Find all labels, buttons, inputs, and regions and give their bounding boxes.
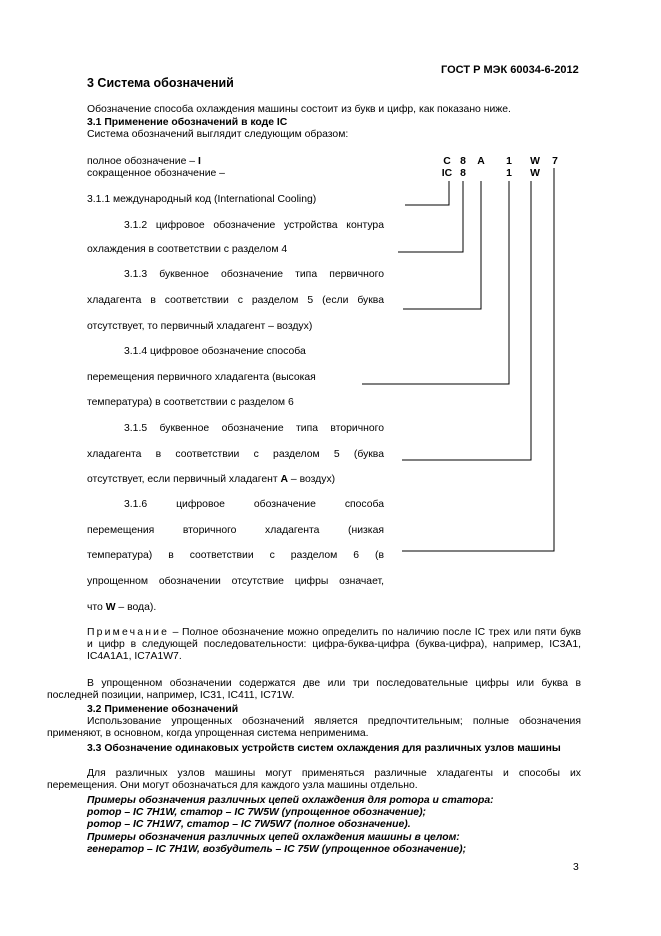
item-3-1-4-line: перемещения первичного хладагента (высокая (87, 372, 316, 383)
note-label: Примечание (87, 627, 170, 638)
subsection-3-1-intro: Система обозначений выглядит следующим образом: (87, 129, 349, 140)
item-3-1-6-line: 3.1.6 цифровое обозначение способа (124, 499, 384, 510)
item-3-1-5-line: отсутствует, если первичный хладагент A – воздух) (87, 474, 336, 485)
full-code-char: W (530, 156, 540, 167)
item-3-1-5-line: хладагента в соответствии с разделом 5 (буква (87, 449, 384, 460)
section-title: 3 Система обозначений (87, 76, 234, 90)
document-id: ГОСТ Р МЭК 60034-6-2012 (441, 64, 579, 76)
full-code-char: A (477, 156, 485, 167)
full-code-char: 1 (506, 156, 512, 167)
short-code-char: 8 (460, 168, 466, 179)
full-designation-label: полное обозначение – I (87, 156, 201, 167)
connector-line-3-1-2 (398, 181, 463, 252)
short-code-char: W (530, 168, 540, 179)
examples-line: Примеры обозначения различных цепей охлаждения для ротора и статора: (87, 795, 494, 806)
short-designation-label: сокращенное обозначение – (87, 168, 225, 179)
item-3-1-3-line: 3.1.3 буквенное обозначение типа первичного (124, 269, 384, 280)
examples-line: Примеры обозначения различных цепей охлаждения машины в целом: (87, 832, 460, 843)
item-3-1-6-line: температура) в соответствии с разделом 6 (в (87, 550, 384, 561)
page-number: 3 (573, 862, 579, 873)
full-code-char: 8 (460, 156, 466, 167)
item-3-1-4-line: температура) в соответствии с разделом 6 (87, 397, 294, 408)
note-paragraph: Примечание – Полное обозначение можно определить по наличию после IC трех или пяти букв и цифр в следующей последовательности: цифра-буква-цифра (буква-цифра), например, IC3A1, IC4A1A1, IC7A1W7. (87, 627, 581, 662)
examples-line: генератор – IC 7H1W, возбудитель – IC 75W (упрощенное обозначение); (87, 844, 467, 855)
short-code-char: IC (441, 168, 453, 179)
item-3-1-3-line: отсутствует, то первичный хладагент – воздух) (87, 321, 313, 332)
connector-line-3-1-5 (402, 181, 531, 460)
full-code-char: C (443, 156, 451, 167)
item-3-1-5-line: 3.1.5 буквенное обозначение типа вторичного (124, 423, 384, 434)
subsection-3-2-title: 3.2 Применение обозначений (87, 704, 239, 715)
subsection-3-2-text: Использование упрощенных обозначений является предпочтительным; полные обозначения применяют, в основном, когда упрощенная система неприменима. (47, 716, 581, 739)
subsection-3-1-title: 3.1 Применение обозначений в коде IC (87, 117, 288, 128)
connector-line-3-1-4 (362, 181, 509, 384)
item-3-1-1: 3.1.1 международный код (International Cooling) (87, 194, 317, 205)
subsection-3-3-title: 3.3 Обозначение одинаковых устройств систем охлаждения для различных узлов машины (87, 743, 561, 754)
connector-line-3-1-3 (403, 181, 481, 309)
full-code-char: 7 (552, 156, 558, 167)
item-3-1-6-line: упрощенном обозначении отсутствие цифры означает, (87, 576, 384, 587)
examples-line: ротор – IC 7H1W, статор – IC 7W5W (упрощенное обозначение); (87, 807, 426, 818)
connector-line-3-1-1 (405, 181, 449, 205)
examples-line: ротор – IC 7H1W7, статор – IC 7W5W7 (полное обозначение). (87, 819, 411, 830)
item-3-1-6-line: что W – вода). (87, 602, 157, 613)
item-3-1-6-line: перемещения вторичного хладагента (низкая (87, 525, 384, 536)
item-3-1-4-line: 3.1.4 цифровое обозначение способа (124, 346, 306, 357)
item-3-1-2-line: охлаждения в соответствии с разделом 4 (87, 244, 288, 255)
item-3-1-3-line: хладагента в соответствии с разделом 5 (если буква (87, 295, 384, 306)
simplified-paragraph: В упрощенном обозначении содержатся две или три последовательные цифры или буква в последней позиции, например, IC31, IC411, IC71W. (47, 678, 581, 701)
item-3-1-2-line: 3.1.2 цифровое обозначение устройства контура (124, 220, 384, 231)
subsection-3-3-text: Для различных узлов машины могут применяться различные хладагенты и способы их перемещения. Они могут обозначаться для каждого узла машины отдельно. (47, 768, 581, 791)
intro-text: Обозначение способа охлаждения машины состоит из букв и цифр, как показано ниже. (87, 104, 511, 115)
short-code-char: 1 (506, 168, 512, 179)
